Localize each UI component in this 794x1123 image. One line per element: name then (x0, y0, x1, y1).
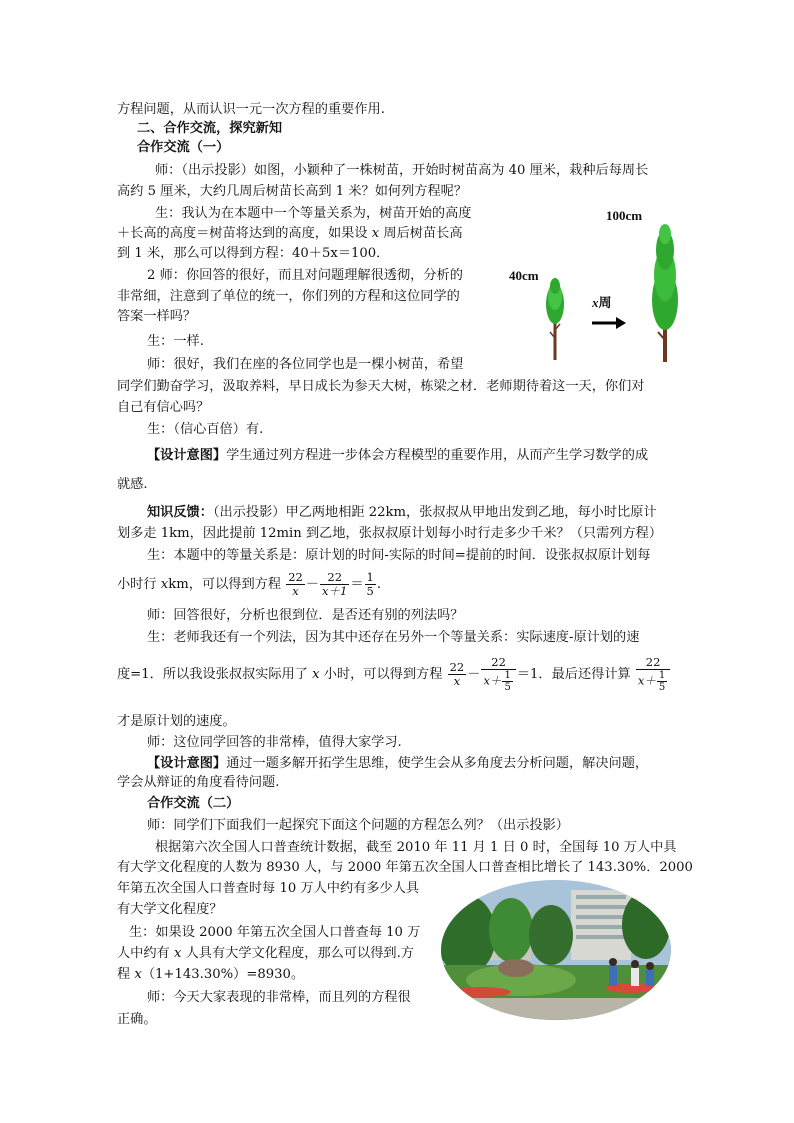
text-span: km，可以得到方程 (168, 577, 282, 592)
variable-x: x (134, 967, 142, 982)
text-line: 答案一样吗？ (117, 309, 197, 324)
text-line: 非常细，注意到了单位的统一，你们列的方程和这位同学的 (117, 289, 460, 304)
text-span: 人中约有 (117, 946, 174, 961)
variable-x: x (160, 577, 169, 592)
fraction: $\frac{22}{x+1}$ (322, 570, 348, 598)
text-span: 程 (117, 967, 135, 982)
text-line: 根据第六次全国人口普查统计数据，截至 2010 年 11 月 1 日 0 时，全国每 10 万人中具 (155, 840, 677, 855)
trees-svg (500, 200, 700, 370)
text-line: 有大学文化程度？ (117, 902, 223, 917)
equation-line: 小时行 xkm，可以得到方程 $\frac{22}{x}$ － $\frac{22}{x+1}$ ＝ $\frac{1}{5}$ . (117, 570, 382, 598)
text-line: 生：本题中的等量关系是：原计划的时间-实际的时间=提前的时间．设张叔叔原计划每 (147, 548, 651, 563)
design-intent-label: 【设计意图】 (147, 448, 227, 463)
text-line: 到 1 米，那么可以得到方程：40＋5x＝100． (117, 246, 390, 261)
variable-x: x (173, 946, 182, 961)
text-line (117, 946, 414, 962)
text-span: 度=1．所以我设张叔叔实际用了 (117, 667, 313, 682)
text-line: 才是原计划的速度。 (117, 714, 236, 729)
design-intent-label: 【设计意图】 (147, 756, 227, 771)
text-line: 生：一样. (147, 334, 204, 349)
text-span: 通过一题多解开拓学生思维，使学生会从多角度去分析问题，解决问题， (226, 756, 649, 771)
text-line (117, 226, 463, 242)
text-span: 周后树苗长高 (379, 226, 463, 241)
tall-tree-icon (652, 224, 678, 362)
text-line: 师：这位同学回答的非常棒，值得大家学习. (147, 735, 402, 750)
tree-growth-figure (500, 200, 700, 370)
text-line: 生：我认为在本题中一个等量关系为，树苗开始的高度 (155, 206, 472, 221)
text-line (147, 505, 657, 521)
section-heading: 二、合作交流，探究新知 (137, 121, 283, 136)
text-line: 生：老师我还有一个列法，因为其中还存在另外一个等量关系：实际速度-原计划的速 (147, 630, 640, 645)
fraction: $\frac{22}{x}$ (449, 660, 465, 688)
text-line: 正确。 (117, 1012, 157, 1027)
text-line: 年第五次全国人口普查时每 10 万人中约有多少人具 (117, 881, 420, 896)
fraction: $\frac{1}{5}$ (366, 570, 374, 598)
text-span: 小时行 (117, 577, 161, 592)
text-span: 学生通过列方程进一步体会方程模型的重要作用，从而产生学习数学的成 (226, 448, 649, 463)
text-line: 就感. (117, 477, 148, 492)
text-line: 师：回答很好，分析也很到位．是否还有别的列法吗？ (147, 608, 464, 623)
text-line: 自己有信心吗？ (117, 400, 210, 415)
text-line: 高约 5 厘米，大约几周后树苗长高到 1 米？如何列方程呢？ (117, 184, 468, 199)
text-line: 同学们勤奋学习，汲取养料，早日成长为参天大树，栋梁之材．老师期待着这一天，你们对 (117, 379, 645, 394)
label-100cm: 100cm (606, 208, 643, 223)
text-line: 生：如果设 2000 年第五次全国人口普查每 10 万 (129, 925, 421, 940)
equation-line: 度=1．所以我设张叔叔实际用了 x 小时，可以得到方程 $\frac{22}{x}$ － 22 x＋ $\frac{1}{5}$ ＝1．最后还得计算 22 x＋ $\frac{1}{5}$ (117, 648, 671, 702)
fraction: 22 x＋ $\frac{1}{5}$ (636, 656, 670, 693)
subsection-heading: 合作交流（二） (147, 796, 240, 811)
text-line: 生：（信心百倍）有. (147, 422, 264, 437)
text-line: 师：今天大家表现的非常棒，而且列的方程很 (147, 990, 411, 1005)
text-line (147, 448, 648, 464)
label-x-weeks: x周 (592, 295, 612, 310)
text-line: 师：同学们下面我们一起探究下面这个问题的方程怎么列？（出示投影） (147, 818, 569, 833)
fraction: $\frac{22}{x}$ (288, 570, 303, 598)
text-span: （出示投影）甲乙两地相距 22km，张叔叔从甲地出发到乙地，每小时比原计 (212, 505, 657, 520)
text-line: 方程问题，从而认识一元一次方程的重要作用. (117, 102, 385, 117)
text-span: ＋长高的高度＝树苗将达到的高度，如果设 (117, 226, 372, 241)
text-line: 划多走 1km，因此提前 12min 到乙地，张叔叔原计划每小时行走多少千米？（只需列方程） (117, 526, 663, 541)
text-line: 2 师：你回答的很好，而且对问题理解很透彻，分析的 (147, 268, 463, 283)
text-line: 师：很好，我们在座的各位同学也是一棵小树苗，希望 (147, 357, 464, 372)
subsection-heading: 合作交流（一） (137, 140, 230, 155)
text-span: ．最后还得计算 (538, 667, 631, 682)
text-span: 人具有大学文化程度，那么可以得到.方 (181, 946, 414, 961)
text-line: 有大学文化程度的人数为 8930 人，与 2000 年第五次全国人口普查相比增长了 143.30%．2000 (117, 860, 693, 875)
campus-photo (441, 880, 671, 1020)
feedback-label: 知识反馈： (147, 505, 213, 520)
campus-photo-drawing (441, 880, 671, 1020)
text-line (117, 967, 304, 983)
text-span: （1+143.30%）=8930。 (141, 967, 305, 982)
text-line: 学会从辩证的角度看待问题. (117, 775, 280, 790)
text-line: 师：（出示投影）如图，小颖种了一株树苗，开始时树苗高为 40 厘米，栽种后每周长 (155, 163, 649, 178)
arrow-right-icon (592, 317, 626, 329)
small-tree-icon (546, 278, 564, 360)
text-line (147, 756, 648, 772)
fraction: 22 x＋ $\frac{1}{5}$ (481, 656, 515, 693)
variable-x: x (371, 226, 380, 241)
variable-x: x (312, 667, 320, 682)
label-40cm: 40cm (509, 268, 539, 283)
text-span: 小时，可以得到方程 (319, 667, 443, 682)
